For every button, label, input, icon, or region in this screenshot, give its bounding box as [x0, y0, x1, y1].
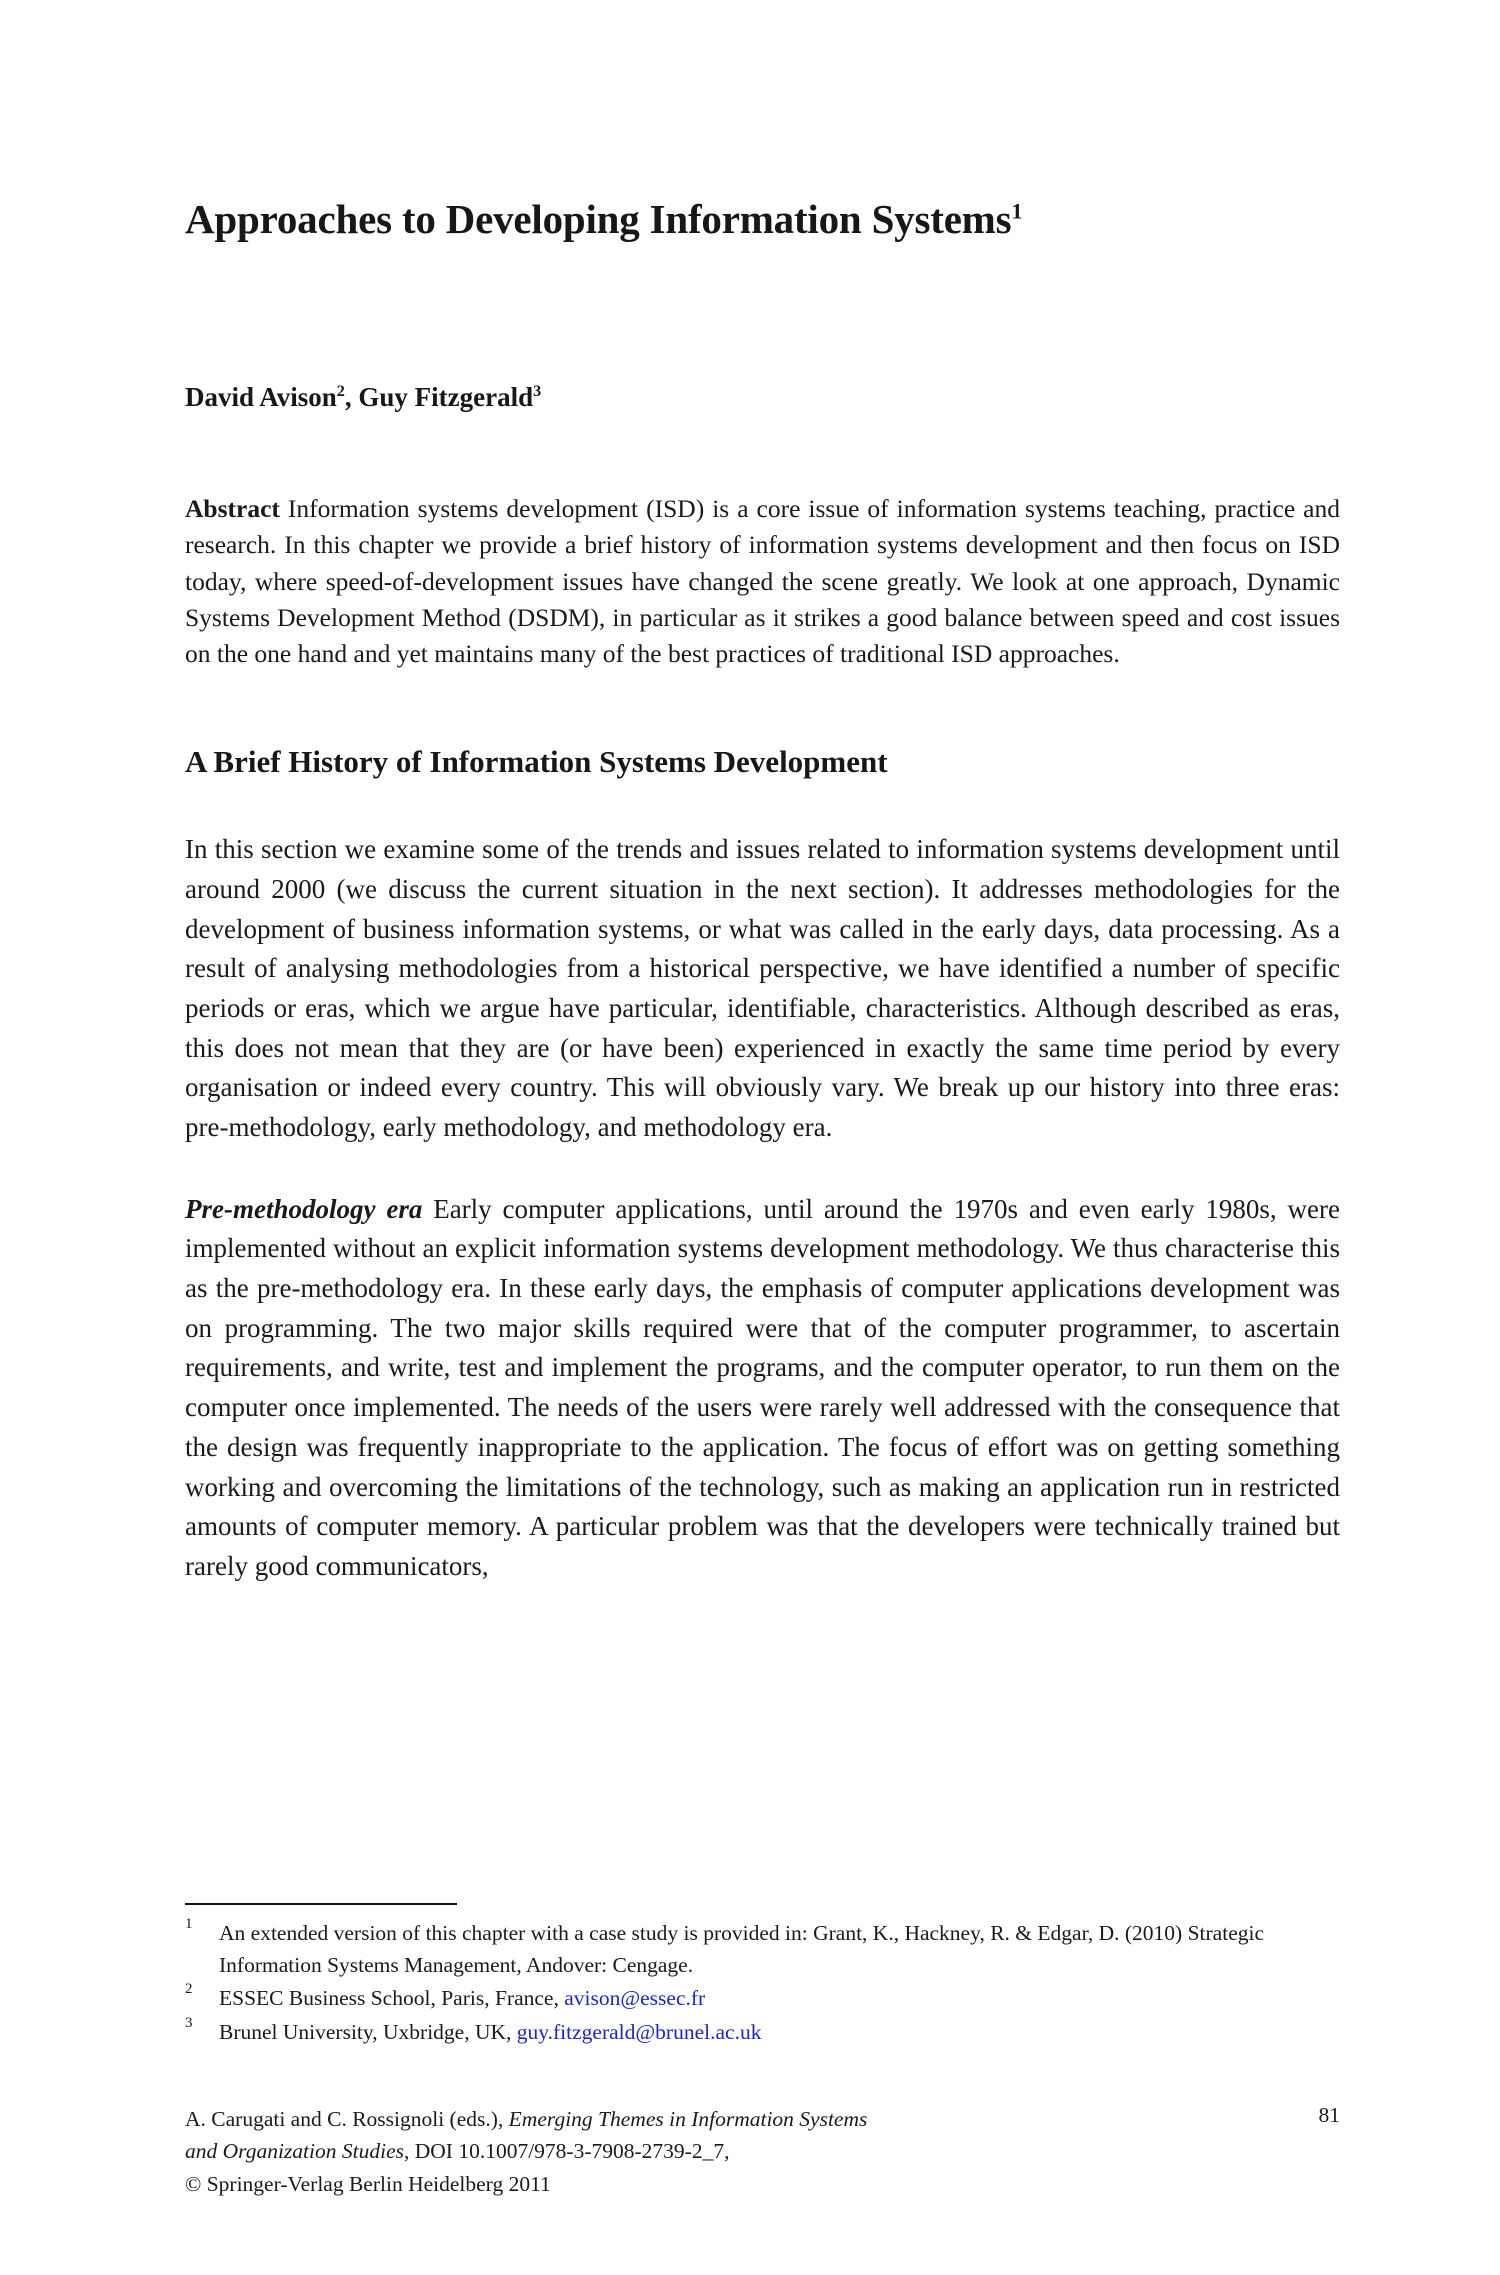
body-paragraph-2 [185, 1148, 1340, 1587]
abstract-label: Abstract [185, 494, 280, 524]
title-footnote-marker: 1 [1011, 198, 1023, 224]
abstract-block [185, 413, 1340, 672]
imprint-line-1 [185, 2103, 1345, 2135]
imprint-editors: A. Carugati and C. Rossignoli (eds.), [185, 2107, 509, 2131]
footnote-list [185, 1918, 1345, 2050]
footnote-marker: 2 [185, 1981, 193, 1998]
footnote-separator-rule [185, 1903, 457, 1905]
imprint-book-title-part1: Emerging Themes in Information Systems [508, 2107, 868, 2131]
author-line [185, 244, 1340, 413]
imprint-copyright: © Springer-Verlag Berlin Heidelberg 2011 [185, 2171, 551, 2196]
email-link[interactable]: avison@essec.fr [564, 1986, 706, 2011]
author-second: , Guy Fitzgerald [344, 382, 534, 413]
page-title [185, 0, 1340, 244]
page-number: 81 [1318, 2103, 1340, 2127]
section-heading: A Brief History of Information Systems Development [185, 744, 888, 780]
footnote-item [185, 1983, 1345, 2015]
chapter-title-text: Approaches to Developing Information Systems [185, 196, 1012, 242]
footnote-text: ESSEC Business School, Paris, France, [219, 1986, 565, 2011]
paragraph-run-in-heading: Pre-methodology era [185, 1193, 423, 1224]
imprint-doi: , DOI 10.1007/978-3-7908-2739-2_7, [404, 2139, 730, 2164]
author-footnote-marker-2: 3 [533, 382, 542, 401]
imprint-line-2 [185, 2135, 1345, 2167]
body-paragraph-1: In this section we examine some of the trends and issues related to information systems development until around 2000 (we discuss the current situation in the next section). It addresses methodologies for the development of business information systems, or what was called in the early days, data processing. As a result of analysing methodologies from a historical perspective, we have identified a number of specific periods or eras, which we argue have particular, identifiable, characteristics. Although described as eras, this does not mean that they are (or have been) experienced in exactly the same time period by every organisation or indeed every country. This will obviously vary. We break up our history into three eras: pre-methodology, early methodology, and methodology era. [185, 834, 1340, 1143]
author-footnote-marker-1: 2 [336, 382, 345, 401]
imprint-block [185, 2103, 1345, 2200]
page-content-column [185, 0, 1340, 1587]
footnote-text: An extended version of this chapter with a case study is provided in: Grant, K., Hackney, R. & Edgar, D. (2010) Strategic Information Systems Management, Andover: Cengage. [219, 1921, 1265, 1977]
email-link[interactable]: guy.fitzgerald@brunel.ac.uk [516, 2019, 762, 2044]
footnote-marker: 3 [185, 2014, 193, 2031]
footnote-item [185, 1918, 1345, 1981]
paragraph-2-text: Early computer applications, until around the 1970s and even early 1980s, were implemented without an explicit information systems development methodology. We thus characterise this as the pre-methodology era. In these early days, the emphasis of computer applications development was on programming. The two major skills required were that of the computer programmer, to ascertain requirements, and write, test and implement the programs, and the computer operator, to run them on the computer once implemented. The needs of the users were rarely well addressed with the consequence that the design was frequently inappropriate to the application. The focus of effort was on getting something working and overcoming the limitations of the technology, such as making an application run in restricted amounts of computer memory. A particular problem was that the developers were technically trained but rarely good communicators, [185, 1193, 1340, 1581]
author-first: David Avison [185, 382, 337, 413]
imprint-book-title-part2: and Organization Studies [185, 2139, 404, 2164]
footnote-marker: 1 [185, 1916, 193, 1932]
footnote-text: Brunel University, Uxbridge, UK, [219, 2019, 517, 2044]
footnote-item [185, 2014, 1345, 2049]
abstract-text: Information systems development (ISD) is a core issue of information systems teaching, practice and research. In this chapter we provide a brief history of information systems development and then focus on ISD today, where speed-of-development issues have changed the scene greatly. We look at one approach, Dynamic Systems Development Method (DSDM), in particular as it strikes a good balance between speed and cost issues on the one hand and yet maintains many of the best practices of traditional ISD approaches. [185, 494, 1340, 668]
